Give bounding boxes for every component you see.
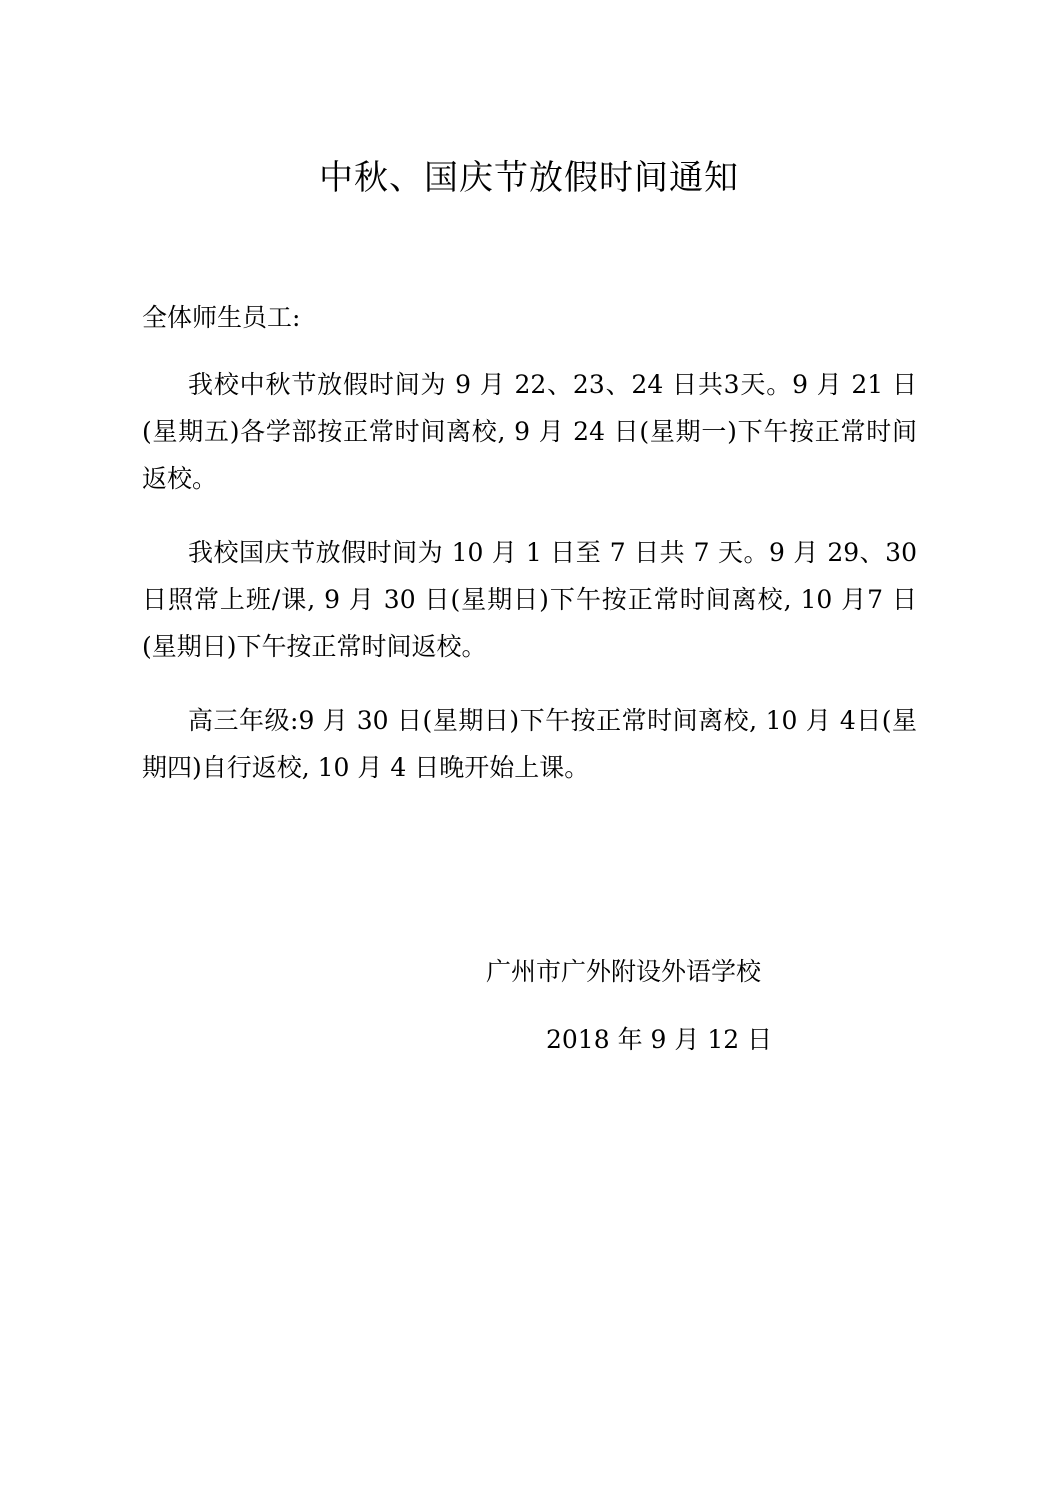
paragraph-national-day: 我校国庆节放假时间为 10 月 1 日至 7 日共 7 天。9 月 29、30日照常上班/课, 9 月 30 日(星期日)下午按正常时间离校, 10 月7 日(星期日)下午按正常时间返校。	[142, 538, 917, 661]
notice-greeting: 全体师生员工:	[142, 303, 301, 332]
school-signature: 广州市广外附设外语学校	[486, 957, 762, 986]
notice-date: 2018 年 9 月 12 日	[546, 1025, 773, 1054]
notice-title: 中秋、国庆节放假时间通知	[319, 158, 739, 198]
paragraph-senior-three: 高三年级:9 月 30 日(星期日)下午按正常时间离校, 10 月 4日(星期四)自行返校, 10 月 4 日晚开始上课。	[142, 706, 917, 782]
paragraph-mid-autumn: 我校中秋节放假时间为 9 月 22、23、24 日共3天。9 月 21 日(星期五)各学部按正常时间离校, 9 月 24 日(星期一)下午按正常时间返校。	[142, 370, 917, 493]
